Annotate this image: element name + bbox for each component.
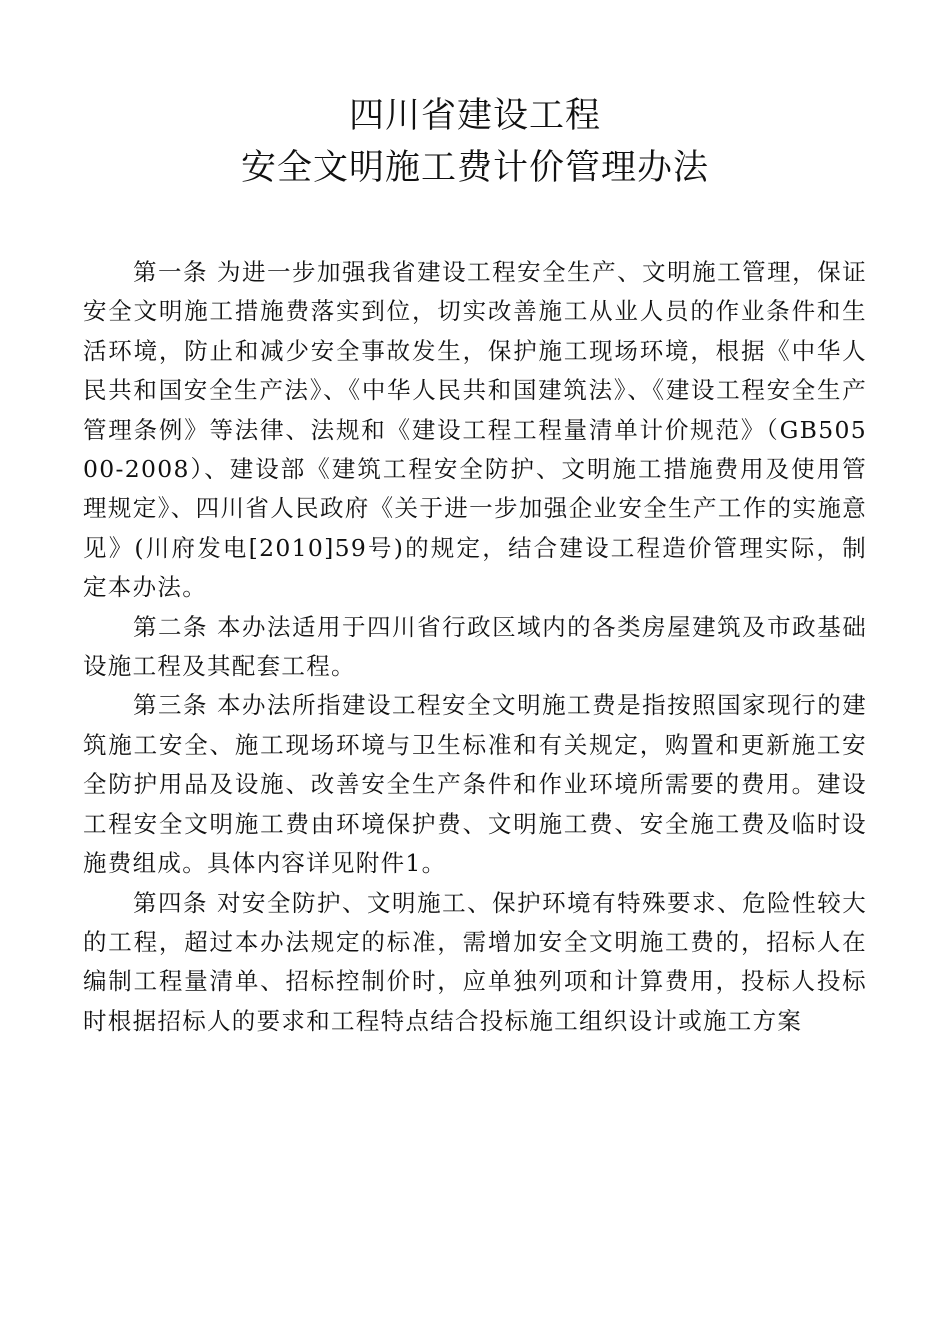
document-title-line-2: 安全文明施工费计价管理办法 <box>240 148 709 188</box>
article-2-paragraph: 第二条 本办法适用于四川省行政区域内的各类房屋建筑及市政基础设施工程及其配套工程。 <box>83 612 867 681</box>
article-3-paragraph: 第三条 本办法所指建设工程安全文明施工费是指按照国家现行的建筑施工安全、施工现场环境与卫生标准和有关规定，购置和更新施工安全防护用品及设施、改善安全生产条件和作业环境所需要的费用。建设工程安全文明施工费由环境保护费、文明施工费、安全施工费及临时设施费组成。具体内容详见附件1。 <box>83 691 867 878</box>
article-1-paragraph: 第一条 为进一步加强我省建设工程安全生产、文明施工管理，保证安全文明施工措施费落实到位，切实改善施工从业人员的作业条件和生活环境，防止和减少安全事故发生，保护施工现场环境，根据《中华人民共和国安全生产法》、《中华人民共和国建筑法》、《建设工程安全生产管理条例》等法律、法规和《建设工程工程量清单计价规范》（GB50500-2008）、建设部《建筑工程安全防护、文明施工措施费用及使用管理规定》、四川省人民政府《关于进一步加强企业安全生产工作的实施意见》(川府发电[2010]59号)的规定，结合建设工程造价管理实际，制定本办法。 <box>83 258 867 602</box>
document-title-line-1: 四川省建设工程 <box>348 96 601 136</box>
article-4-paragraph: 第四条 对安全防护、文明施工、保护环境有特殊要求、危险性较大的工程，超过本办法规定的标准，需增加安全文明施工费的，招标人在编制工程量清单、招标控制价时，应单独列项和计算费用，投标人投标时根据招标人的要求和工程特点结合投标施工组织设计或施工方案 <box>83 888 867 1035</box>
document-body <box>83 253 867 1041</box>
